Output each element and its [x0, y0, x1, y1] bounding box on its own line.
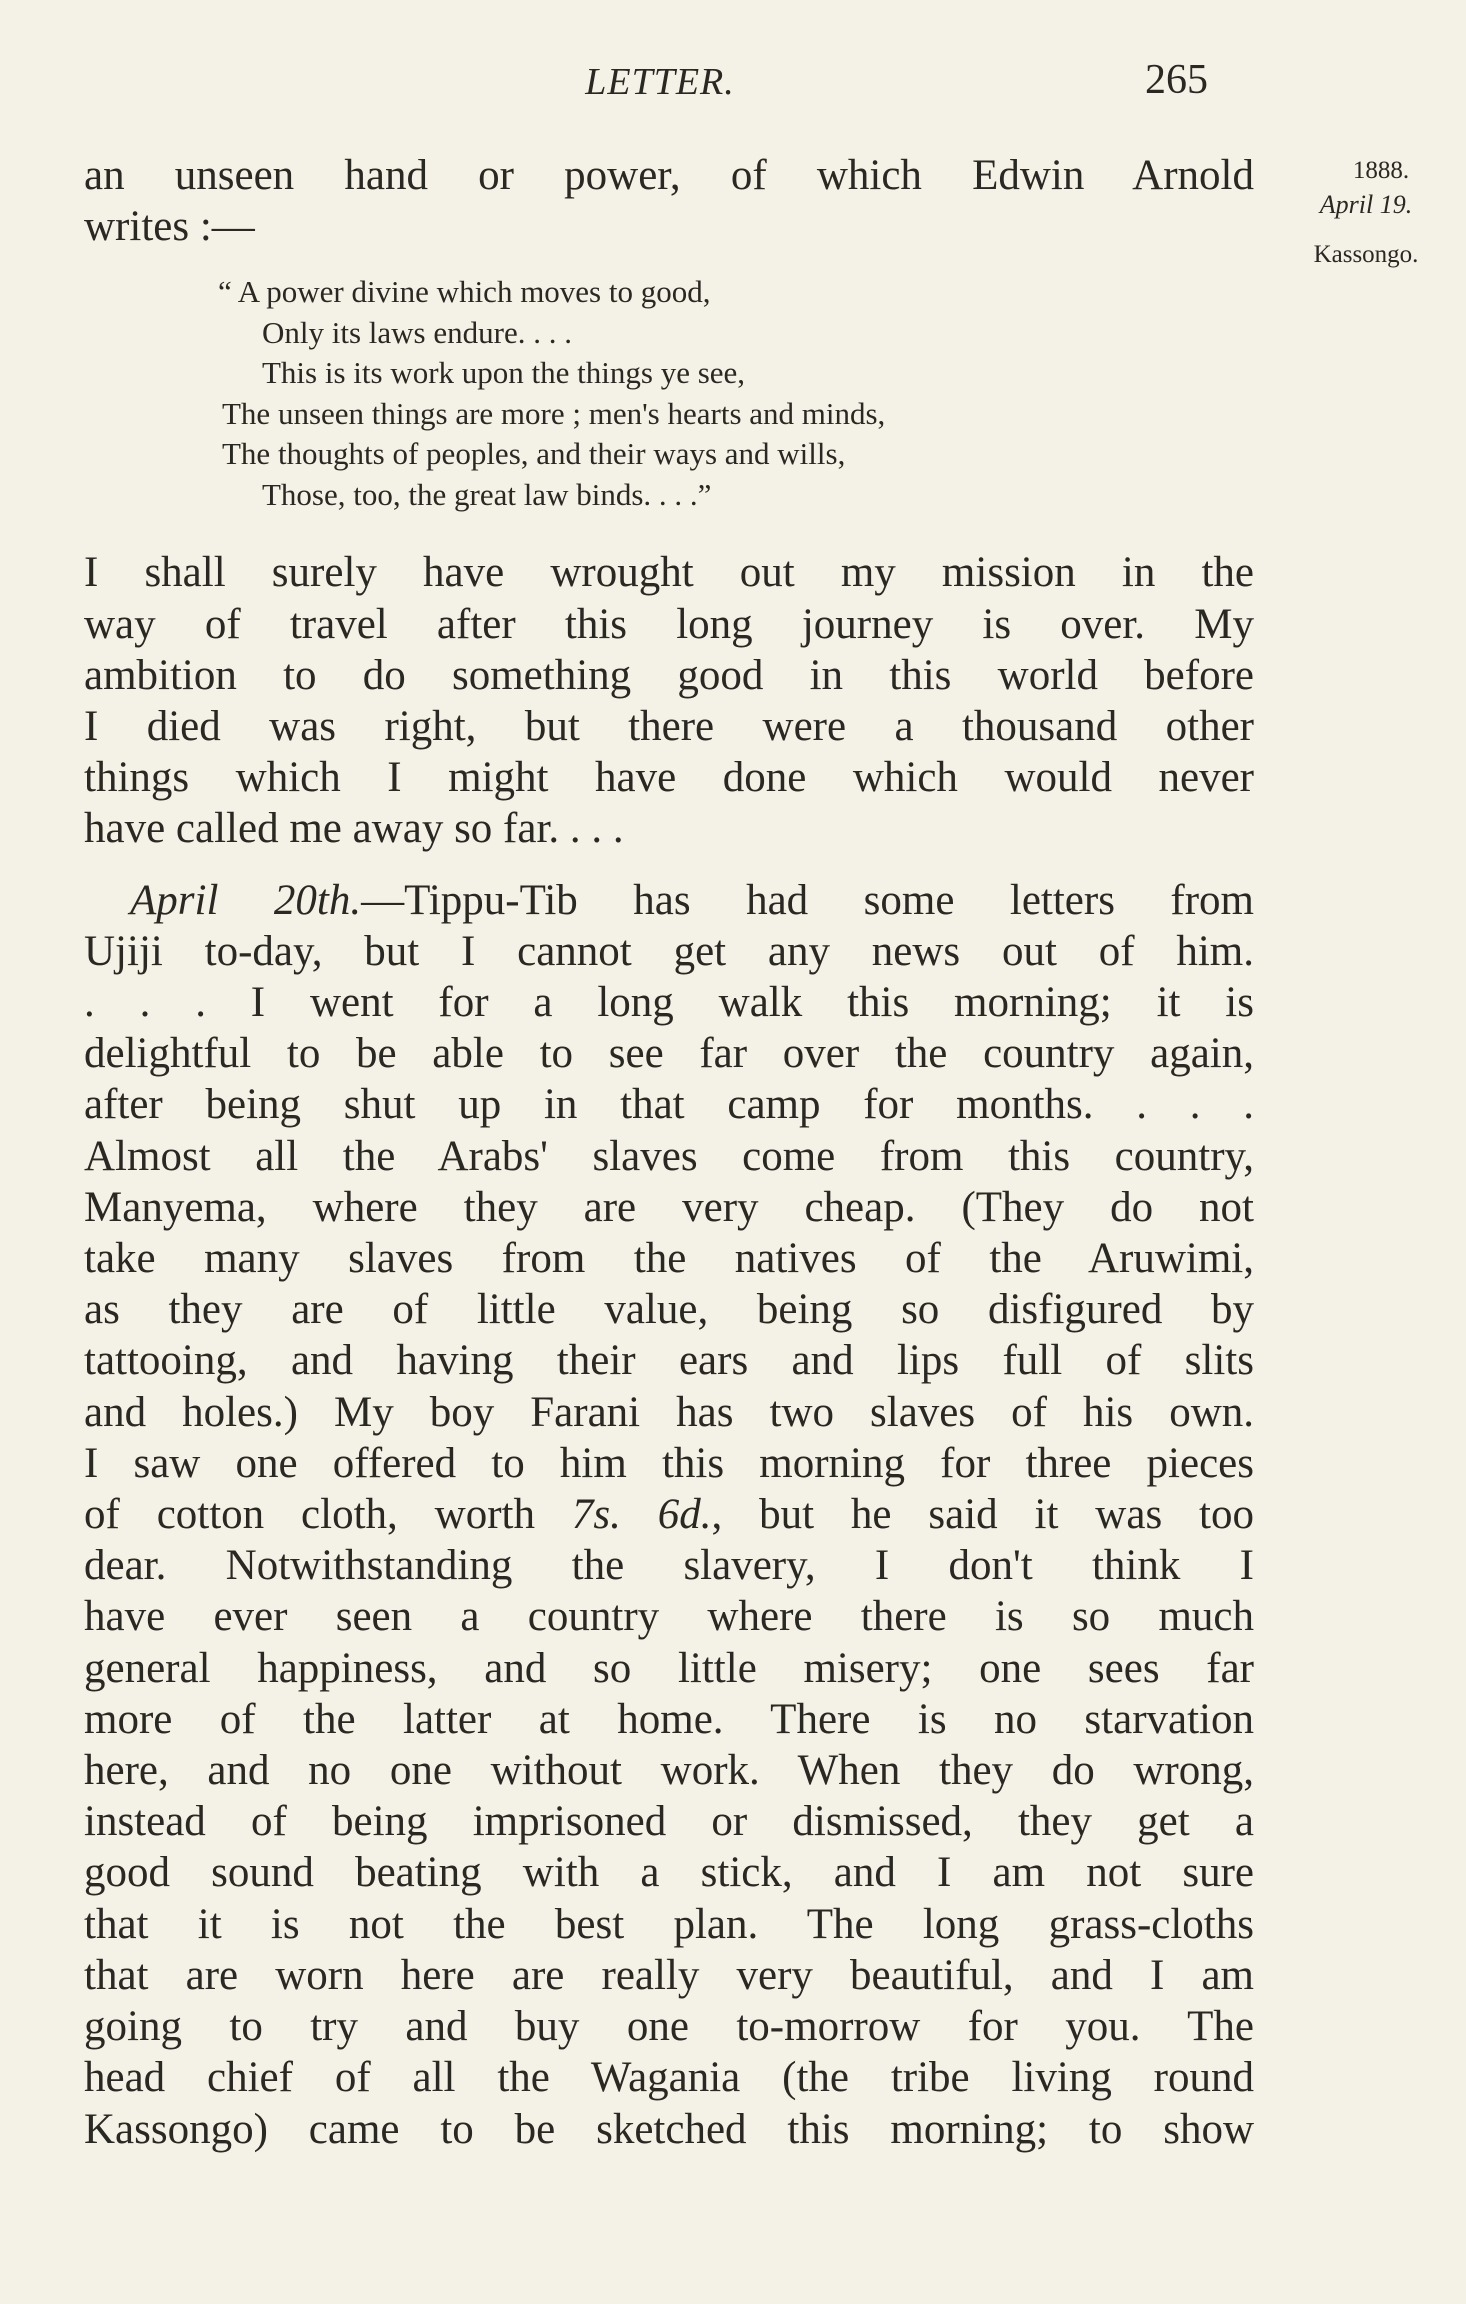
text-line: Manyema, where they are very cheap. (They do not [84, 1183, 1254, 1231]
poem-line: Only its laws endure. . . . [262, 314, 572, 350]
text-line: things which I might have done which would never [84, 754, 1254, 802]
text-line: as they are of little value, being so disfigured by [84, 1286, 1254, 1334]
text-line: writes :— [84, 203, 255, 251]
text-span: , but he said it was too [711, 1491, 1255, 1539]
paragraph [84, 547, 1254, 854]
paragraph [84, 875, 1254, 2155]
poem-quotation [84, 272, 1254, 515]
price: 7s. 6d. [571, 1491, 712, 1539]
body-text [84, 150, 1254, 2155]
text-line: I died was right, but there were a thousand other [84, 703, 1254, 751]
text-line: that are worn here are really very beautiful, and I am [84, 1951, 1254, 1999]
text-line: way of travel after this long journey is over. My [84, 600, 1254, 648]
margin-date: April 19. [1319, 190, 1413, 219]
text-line: that it is not the best plan. The long grass-cloths [84, 1900, 1254, 1948]
text-line: instead of being imprisoned or dismissed, they get a [84, 1798, 1254, 1846]
poem-line: Those, too, the great law binds. . . .” [262, 476, 712, 512]
text-line [84, 875, 1254, 926]
text-line: I shall surely have wrought out my mission in the [84, 549, 1254, 597]
margin-year: 1888. [1352, 157, 1410, 184]
poem-line: The thoughts of peoples, and their ways and wills, [222, 436, 846, 472]
text-line: general happiness, and so little misery; one sees far [84, 1644, 1254, 1692]
margin-place: Kassongo. [1313, 241, 1419, 268]
running-header: LETTER. [585, 61, 735, 103]
margin-note [1280, 154, 1452, 272]
text-line: Kassongo) came to be sketched this morning; to show [84, 2105, 1254, 2153]
text-line: have ever seen a country where there is so much [84, 1593, 1254, 1641]
entry-date: April 20th. [130, 876, 362, 924]
poem-line: This is its work upon the things ye see, [262, 355, 746, 391]
text-line: I saw one offered to him this morning for three pieces [84, 1439, 1254, 1487]
text-line: delightful to be able to see far over the country again, [84, 1030, 1254, 1078]
text-line: going to try and buy one to-morrow for you. The [84, 2003, 1254, 2051]
text-line: head chief of all the Wagania (the tribe living round [84, 2054, 1254, 2102]
text-line: and holes.) My boy Farani has two slaves of his own. [84, 1388, 1254, 1436]
text-line: here, and no one without work. When they do wrong, [84, 1747, 1254, 1795]
text-line: dear. Notwithstanding the slavery, I don't think I [84, 1542, 1254, 1590]
text-line: Ujiji to-day, but I cannot get any news out of him. [84, 927, 1254, 975]
text-line: after being shut up in that camp for months. . . . [84, 1081, 1254, 1129]
text-line: take many slaves from the natives of the Aruwimi, [84, 1235, 1254, 1283]
text-line: good sound beating with a stick, and I am not sure [84, 1849, 1254, 1897]
poem-line: “ A power divine which moves to good, [218, 274, 711, 310]
text-span: of cotton cloth, worth [84, 1491, 572, 1539]
poem-line: The unseen things are more ; men's hearts and minds, [222, 395, 886, 431]
text-line: an unseen hand or power, of which Edwin Arnold [84, 152, 1254, 199]
text-line: Almost all the Arabs' slaves come from this country, [84, 1132, 1254, 1180]
text-span: —Tippu-Tib has had some letters from [361, 876, 1255, 924]
text-line: . . . I went for a long walk this morning; it is [84, 979, 1254, 1027]
text-line [84, 1489, 1254, 1540]
text-line: have called me away so far. . . . [84, 805, 624, 853]
text-line: tattooing, and having their ears and lips full of slits [84, 1337, 1254, 1385]
text-line: more of the latter at home. There is no starvation [84, 1695, 1254, 1743]
text-line: ambition to do something good in this world before [84, 651, 1254, 699]
page-number: 265 [1145, 57, 1208, 103]
